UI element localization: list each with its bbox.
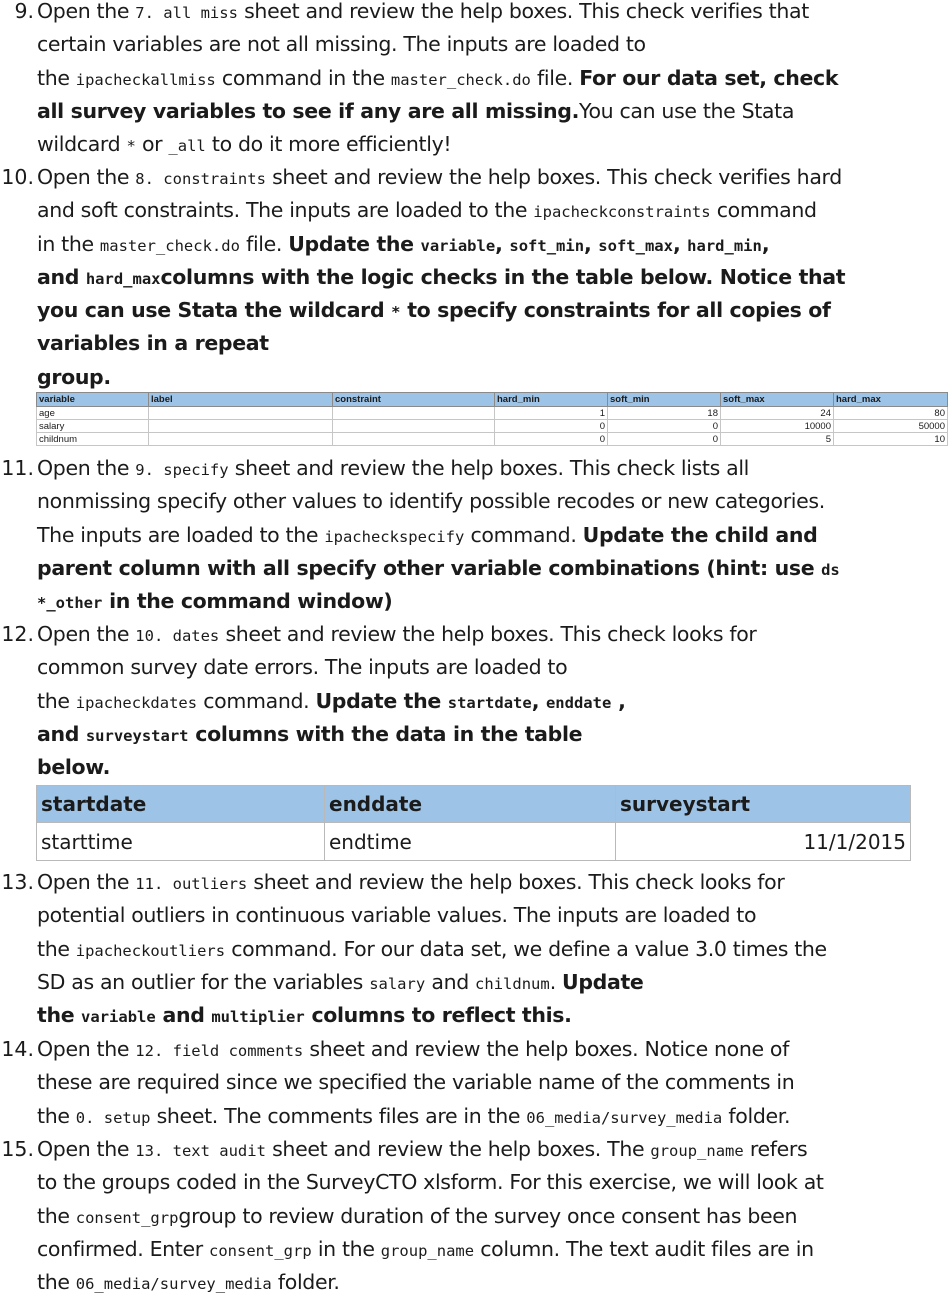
table-row	[37, 407, 948, 420]
table-cell: age	[37, 407, 149, 420]
table-cell	[333, 420, 495, 433]
table-cell: 18	[608, 407, 721, 420]
column-header: enddate	[325, 786, 616, 823]
dates-table	[36, 785, 911, 861]
column-header: surveystart	[616, 786, 911, 823]
item-number: 12.	[1, 622, 34, 646]
table-cell: 0	[608, 420, 721, 433]
table-cell	[149, 433, 333, 446]
item-text: Open the 13. text audit sheet and review the help boxes. The group_name refers to the groups coded in the SurveyCTO xlsform. For this exercise, we will look at the consent_grpgroup to review duration of the survey once consent has been confirmed. Enter consent_grp in the group_name column. The text audit files are in the 06_media/survey_media folder.	[37, 1137, 824, 1295]
item-text: Open the 7. all miss sheet and review the help boxes. This check verifies that certain variables are not all missing. The inputs are loaded to the ipacheckallmiss command in the master_check.do file. For our data set, check all survey variables to see if any are all missing.You can use the Stata wildcard * or _all to do it more efficiently!	[37, 0, 839, 157]
table-cell: 5	[721, 433, 834, 446]
table-header-row	[37, 393, 948, 407]
column-header: hard_max	[834, 393, 948, 407]
table-cell	[333, 433, 495, 446]
column-header: variable	[37, 393, 149, 407]
table-row	[37, 420, 948, 433]
column-header: soft_min	[608, 393, 721, 407]
table-cell: 80	[834, 407, 948, 420]
table-row	[37, 433, 948, 446]
column-header: startdate	[37, 786, 325, 823]
item-text: Open the 12. field comments sheet and review the help boxes. Notice none of these are required since we specified the variable name of the comments in the 0. setup sheet. The comments files are in the 06_media/survey_media folder.	[37, 1037, 795, 1128]
table-cell	[333, 407, 495, 420]
table-cell: 1	[495, 407, 608, 420]
item-number: 15.	[1, 1137, 34, 1161]
table-header-row	[37, 786, 911, 823]
table-cell: 50000	[834, 420, 948, 433]
item-number: 13.	[1, 870, 34, 894]
column-header: label	[149, 393, 333, 407]
table-cell: 24	[721, 407, 834, 420]
table-cell: childnum	[37, 433, 149, 446]
item-number: 11.	[1, 456, 34, 480]
table-cell: 10	[834, 433, 948, 446]
table-cell: starttime	[37, 823, 325, 861]
table-cell	[149, 420, 333, 433]
table-cell: salary	[37, 420, 149, 433]
table-cell: endtime	[325, 823, 616, 861]
table-cell: 0	[608, 433, 721, 446]
table-cell	[149, 407, 333, 420]
table-cell: 10000	[721, 420, 834, 433]
column-header: constraint	[333, 393, 495, 407]
item-text: Open the 10. dates sheet and review the help boxes. This check looks for common survey date errors. The inputs are loaded to the ipacheckdates command. Update the startdate, enddate , and surveystart columns with the data in the table below.	[37, 622, 757, 780]
item-text: Open the 9. specify sheet and review the help boxes. This check lists all nonmissing specify other values to identify possible recodes or new categories. The inputs are loaded to the ipacheckspecify command. Update the child and parent column with all specify other variable combinations (hint: use ds *_other in the command window)	[37, 456, 840, 614]
constraints-table	[36, 392, 948, 446]
item-text: Open the 8. constraints sheet and review the help boxes. This check verifies hard and soft constraints. The inputs are loaded to the ipacheckconstraints command in the master_check.do file. Update the variable, soft_min, soft_max, hard_min, and hard_maxcolumns with the logic checks in the table below. Notice that you can use Stata the wildcard * to specify constraints for all copies of variables in a repeat group.	[37, 165, 846, 389]
item-text: Open the 11. outliers sheet and review the help boxes. This check looks for potential outliers in continuous variable values. The inputs are loaded to the ipacheckoutliers command. For our data set, we define a value 3.0 times the SD as an outlier for the variables salary and childnum. Update the variable and multiplier columns to reflect this.	[37, 870, 827, 1028]
column-header: hard_min	[495, 393, 608, 407]
table-cell: 0	[495, 420, 608, 433]
table-row	[37, 823, 911, 861]
table-cell: 11/1/2015	[616, 823, 911, 861]
column-header: soft_max	[721, 393, 834, 407]
item-number: 9.	[14, 0, 34, 23]
item-number: 10.	[1, 165, 34, 189]
item-number: 14.	[1, 1037, 34, 1061]
table-cell: 0	[495, 433, 608, 446]
